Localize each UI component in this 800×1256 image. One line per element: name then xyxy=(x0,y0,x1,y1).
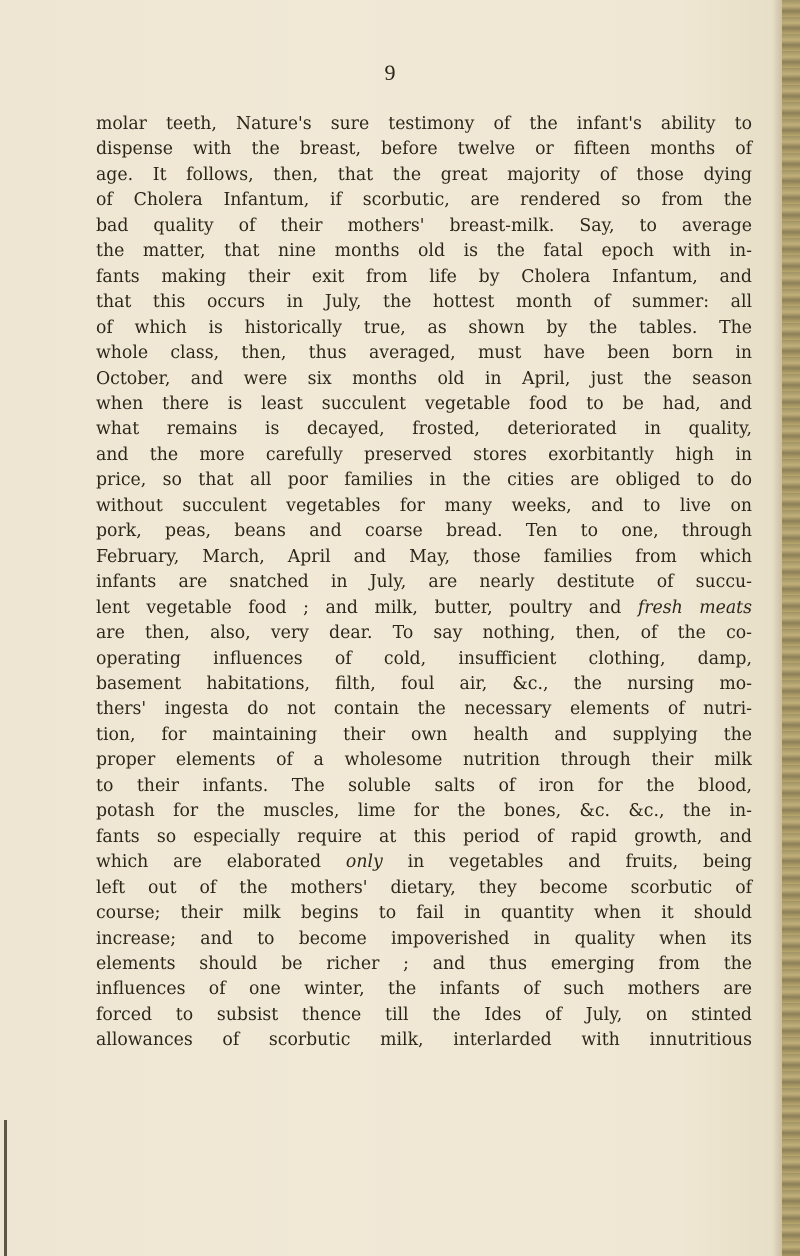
text-line: basement habitations, filth, foul air, &c., the nursing mo- xyxy=(96,673,752,694)
text-line: tion, for maintaining their own health and supplying the xyxy=(96,724,752,745)
text-line: fants making their exit from life by Cholera Infantum, and xyxy=(96,266,752,287)
text-line: fants so especially require at this period of rapid growth, and xyxy=(96,826,752,847)
italic-word: only xyxy=(345,852,383,873)
text-line xyxy=(96,850,752,875)
text-line: pork, peas, beans and coarse bread. Ten to one, through xyxy=(96,521,752,542)
text-line: and the more carefully preserved stores exorbitantly high in xyxy=(96,444,752,465)
text-line: to their infants. The soluble salts of iron for the blood, xyxy=(96,775,752,796)
text-segment: lent vegetable food ; and milk, butter, poultry and xyxy=(96,597,638,618)
text-line: proper elements of a wholesome nutrition through their milk xyxy=(96,750,752,771)
text-line: left out of the mothers' dietary, they become scorbutic of xyxy=(96,877,752,898)
text-line: thers' ingesta do not contain the necessary elements of nutri- xyxy=(96,699,752,720)
text-line: of which is historically true, as shown by the tables. The xyxy=(96,317,752,338)
text-segment: in vegetables and fruits, being xyxy=(382,852,752,873)
text-line: course; their milk begins to fail in quantity when it should xyxy=(96,903,752,924)
text-line: price, so that all poor families in the cities are obliged to do xyxy=(96,470,752,491)
text-line: bad quality of their mothers' breast-milk. Say, to average xyxy=(96,215,752,236)
text-line: October, and were six months old in April, just the season xyxy=(96,368,752,389)
text-line: dispense with the breast, before twelve or fifteen months of xyxy=(96,139,752,160)
page-margin-mark xyxy=(4,1120,7,1256)
text-line xyxy=(96,596,752,621)
text-line: February, March, April and May, those families from which xyxy=(96,546,752,567)
text-line: what remains is decayed, frosted, deteriorated in quality, xyxy=(96,419,752,440)
text-line: when there is least succulent vegetable food to be had, and xyxy=(96,393,752,414)
book-edge xyxy=(782,0,800,1256)
body-text xyxy=(96,112,752,1054)
text-line: potash for the muscles, lime for the bones, &c. &c., the in- xyxy=(96,801,752,822)
page-number: 9 xyxy=(384,60,396,85)
text-line: whole class, then, thus averaged, must have been born in xyxy=(96,343,752,364)
text-line: age. It follows, then, that the great majority of those dying xyxy=(96,164,752,185)
text-line: elements should be richer ; and thus emerging from the xyxy=(96,953,752,974)
page-gutter-shadow xyxy=(772,0,782,1256)
text-line: of Cholera Infantum, if scorbutic, are rendered so from the xyxy=(96,190,752,211)
italic-phrase: fresh meats xyxy=(637,597,752,618)
text-line: the matter, that nine months old is the fatal epoch with in- xyxy=(96,241,752,262)
text-line: increase; and to become impoverished in quality when its xyxy=(96,928,752,949)
text-segment: which are elaborated xyxy=(96,852,346,873)
text-line: are then, also, very dear. To say nothing, then, of the co- xyxy=(96,623,752,644)
text-line: operating influences of cold, insufficient clothing, damp, xyxy=(96,648,752,669)
text-line: allowances of scorbutic milk, interlarded with innutritious xyxy=(96,1030,752,1051)
text-line: forced to subsist thence till the Ides of July, on stinted xyxy=(96,1004,752,1025)
text-line: that this occurs in July, the hottest month of summer: all xyxy=(96,292,752,313)
text-line: molar teeth, Nature's sure testimony of the infant's ability to xyxy=(96,114,752,134)
text-line: influences of one winter, the infants of such mothers are xyxy=(96,979,752,1000)
text-line: infants are snatched in July, are nearly destitute of succu- xyxy=(96,572,752,593)
text-line: without succulent vegetables for many weeks, and to live on xyxy=(96,495,752,516)
